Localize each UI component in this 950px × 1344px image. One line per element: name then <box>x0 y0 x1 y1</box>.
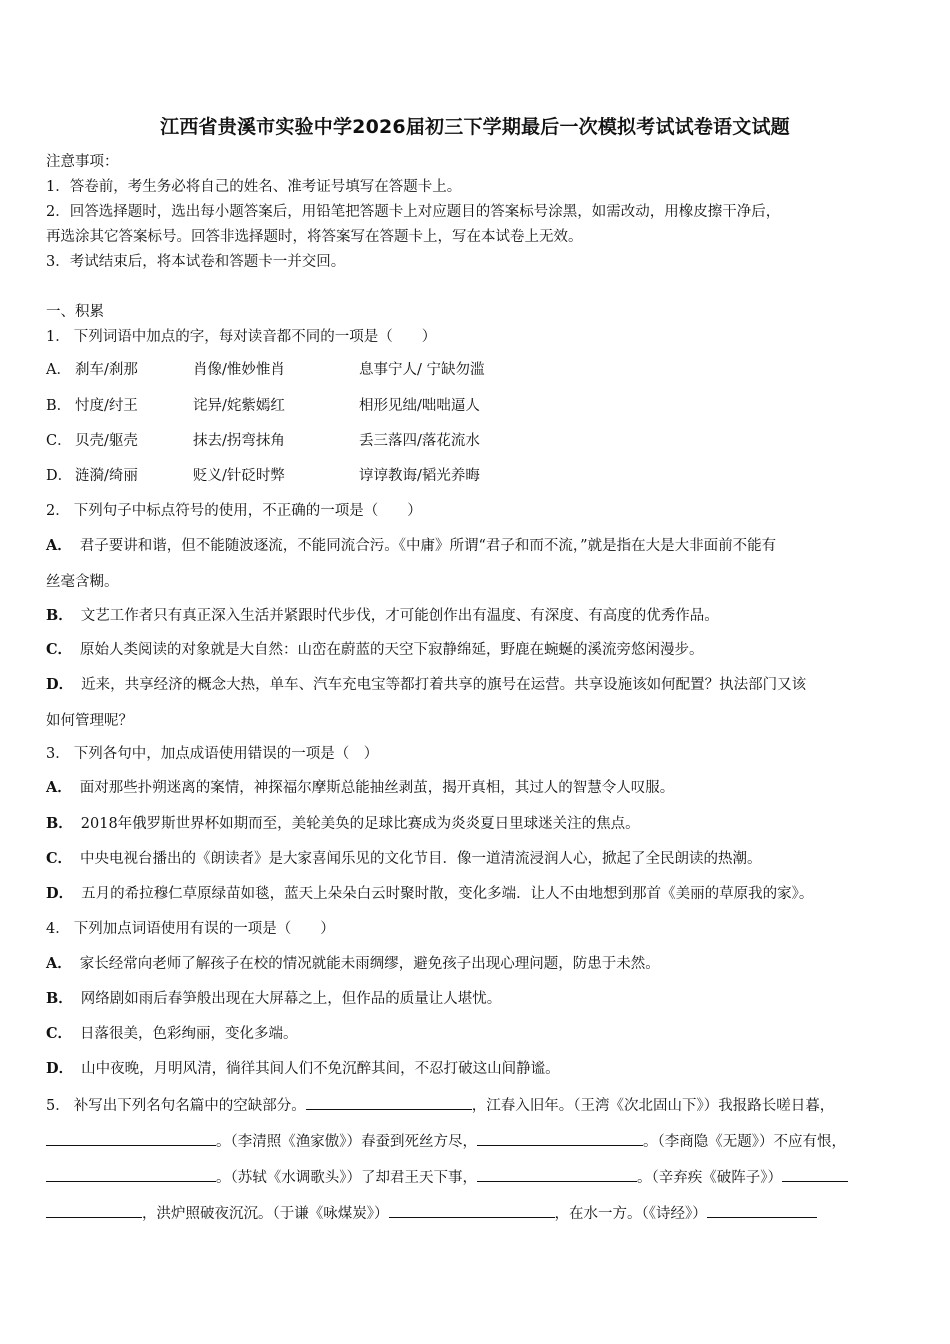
question-3 <box>46 744 378 764</box>
q1-option-a-pair1: 刹车/刹那 <box>75 362 138 378</box>
quote-text: 。（辛弃疾《破阵子》） <box>637 1170 782 1186</box>
option-label: D． <box>46 1060 74 1077</box>
q1-option-d-pair1: 涟漪/绮丽 <box>75 468 138 484</box>
notice-item-2: 2．回答选择题时，选出每小题答案后，用铅笔把答题卡上对应题目的答案标号涂黑，如需改动，用橡皮擦干净后， <box>46 204 781 220</box>
option-text: 2018年俄罗斯世界杯如期而至，美轮美奂的足球比赛成为炎炎夏日里球迷关注的焦点。 <box>80 816 640 832</box>
q2-option-a-cont: 丝毫含糊。 <box>46 574 119 590</box>
option-text: 文艺工作者只有真正深入生活并紧跟时代步伐，才可能创作出有温度、有深度、有高度的优秀作品。 <box>80 608 719 624</box>
q1-option-b-label: B． <box>46 398 72 414</box>
option-text: 网络剧如雨后春笋般出现在大屏幕之上，但作品的质量让人堪忧。 <box>80 991 502 1007</box>
question-number: 5． <box>46 1098 70 1114</box>
q3-option-a <box>46 778 674 798</box>
quote-text: ，洪炉照破夜沉沉。（于谦《咏煤炭》） <box>142 1206 389 1222</box>
q4-option-a <box>46 954 660 974</box>
answer-blank[interactable] <box>46 1131 216 1146</box>
question-number: 2． <box>46 503 70 519</box>
question-number: 3． <box>46 746 70 762</box>
answer-blank[interactable] <box>389 1203 555 1218</box>
question-5-line-1 <box>46 1095 834 1116</box>
q1-option-a-label: A． <box>46 362 71 378</box>
q1-option-b-pair3: 相形见绌/咄咄逼人 <box>359 398 480 414</box>
quote-text: ，江春入旧年。（王湾《次北固山下》）我报路长嗟日暮， <box>471 1098 835 1114</box>
q1-option-a-pair2: 肖像/惟妙惟肖 <box>193 362 285 378</box>
question-1 <box>46 327 436 347</box>
question-number: 1． <box>46 329 70 345</box>
quote-text: 。（李清照《渔家傲》）春蚕到死丝方尽， <box>216 1134 477 1150</box>
question-stem: 下列各句中，加点成语使用错误的一项是（ ） <box>73 746 379 762</box>
answer-blank[interactable] <box>782 1167 848 1182</box>
q1-option-a-pair3: 息事宁人/ 宁缺勿滥 <box>359 362 485 378</box>
option-label: A． <box>46 955 72 972</box>
question-stem: 下列加点词语使用有误的一项是（ ） <box>73 921 335 937</box>
notice-heading: 注意事项： <box>46 154 119 170</box>
option-label: D． <box>46 676 74 693</box>
option-text: 家长经常向老师了解孩子在校的情况就能未雨绸缪，避免孩子出现心理问题，防患于未然。 <box>79 956 660 972</box>
notice-item-2-cont: 再选涂其它答案标号。回答非选择题时，将答案写在答题卡上，写在本试卷上无效。 <box>46 229 583 245</box>
question-stem: 补写出下列名句名篇中的空缺部分。 <box>73 1098 306 1114</box>
answer-blank[interactable] <box>477 1131 643 1146</box>
q3-option-d <box>46 884 813 904</box>
q1-option-c-pair2: 抹去/拐弯抹角 <box>193 433 285 449</box>
question-number: 4． <box>46 921 70 937</box>
q2-option-a <box>46 536 776 556</box>
answer-blank[interactable] <box>46 1203 142 1218</box>
answer-blank[interactable] <box>477 1167 637 1182</box>
option-text: 日落很美，色彩绚丽，变化多端。 <box>80 1026 298 1042</box>
answer-blank[interactable] <box>306 1095 472 1110</box>
section-heading: 一、积累 <box>46 304 104 320</box>
question-stem: 下列词语中加点的字，每对读音都不同的一项是（ ） <box>73 329 437 345</box>
answer-blank[interactable] <box>46 1167 216 1182</box>
q2-option-d <box>46 675 806 695</box>
q3-option-c <box>46 849 762 869</box>
option-text: 山中夜晚，月明风清，徜徉其间人们不免沉醉其间，不忍打破这山间静谧。 <box>81 1061 560 1077</box>
notice-item-3: 3．考试结束后，将本试卷和答题卡一并交回。 <box>46 254 346 270</box>
q4-option-b <box>46 989 501 1009</box>
answer-blank[interactable] <box>707 1203 817 1218</box>
option-text: 中央电视台播出的《朗读者》是大家喜闻乐见的文化节目．像一道清流浸润人心，掀起了全民朗读的热潮。 <box>80 851 762 867</box>
q1-option-d-pair2: 贬义/针砭时弊 <box>193 468 285 484</box>
q2-option-b <box>46 606 719 626</box>
option-label: B． <box>46 607 73 624</box>
option-label: B． <box>46 815 73 832</box>
option-label: A． <box>46 537 72 554</box>
option-label: C． <box>46 850 73 867</box>
q1-option-d-label: D． <box>46 468 73 484</box>
option-label: C． <box>46 641 73 658</box>
option-text: 原始人类阅读的对象就是大自然：山峦在蔚蓝的天空下寂静绵延，野鹿在蜿蜒的溪流旁悠闲漫步。 <box>80 642 704 658</box>
question-5-line-3 <box>46 1167 848 1188</box>
question-4 <box>46 919 335 939</box>
q1-option-b-pair2: 诧异/姹紫嫣红 <box>193 398 285 414</box>
q3-option-b <box>46 814 640 834</box>
q1-option-c-label: C． <box>46 433 72 449</box>
option-text: 君子要讲和谐，但不能随波逐流，不能同流合污。《中庸》所谓“君子和而不流，”就是指在大是大非面前不能有 <box>79 538 777 554</box>
option-label: D． <box>46 885 74 902</box>
q4-option-d <box>46 1059 560 1079</box>
q2-option-d-cont: 如何管理呢？ <box>46 713 133 729</box>
option-label: A． <box>46 779 72 796</box>
option-label: B． <box>46 990 73 1007</box>
question-stem: 下列句子中标点符号的使用，不正确的一项是（ ） <box>73 503 422 519</box>
notice-item-1: 1．答卷前，考生务必将自己的姓名、准考证号填写在答题卡上。 <box>46 179 462 195</box>
q4-option-c <box>46 1024 298 1044</box>
quote-text: 。（李商隐《无题》）不应有恨， <box>643 1134 846 1150</box>
option-label: C． <box>46 1025 73 1042</box>
quote-text: 。（苏轼《水调歌头》）了却君王天下事， <box>216 1170 477 1186</box>
exam-title: 江西省贵溪市实验中学2026届初三下学期最后一次模拟考试试卷语文试题 <box>160 116 790 138</box>
q1-option-c-pair1: 贝壳/躯壳 <box>75 433 138 449</box>
quote-text: ，在水一方。（《诗经》） <box>554 1206 707 1222</box>
q2-option-c <box>46 640 704 660</box>
question-2 <box>46 501 422 521</box>
question-5-line-2 <box>46 1131 846 1152</box>
option-text: 五月的希拉穆仁草原绿苗如毯，蓝天上朵朵白云时聚时散，变化多端．让人不由地想到那首《美丽的草原我的家》。 <box>81 886 814 902</box>
q1-option-d-pair3: 谆谆教诲/韬光养晦 <box>359 468 480 484</box>
option-text: 近来，共享经济的概念大热，单车、汽车充电宝等都打着共享的旗号在运营。共享设施该如何配置？执法部门又该 <box>81 677 807 693</box>
question-5-line-4 <box>46 1203 817 1224</box>
q1-option-b-pair1: 忖度/纣王 <box>75 398 138 414</box>
option-text: 面对那些扑朔迷离的案情，神探福尔摩斯总能抽丝剥茧，揭开真相，其过人的智慧令人叹服。 <box>79 780 675 796</box>
q1-option-c-pair3: 丢三落四/落花流水 <box>359 433 480 449</box>
